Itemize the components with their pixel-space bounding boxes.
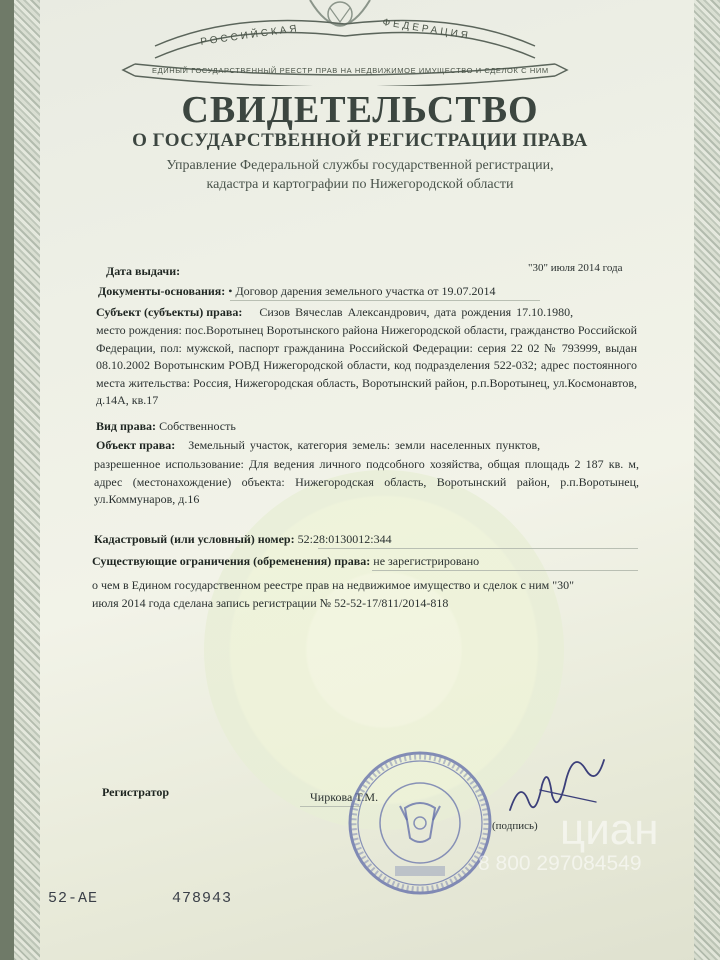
document-subtitle: О ГОСУДАРСТВЕННОЙ РЕГИСТРАЦИИ ПРАВА — [132, 130, 588, 151]
record-line-1: о чем в Едином государственном реестре прав на недвижимое имущество и сделок с ним "30" — [92, 578, 575, 592]
signature-caption: (подпись) — [492, 820, 538, 832]
subject-row — [96, 305, 573, 320]
object-value-line1: Земельный участок, категория земель: земли населенных пунктов, — [188, 438, 541, 452]
watermark-brand: циан — [560, 805, 659, 854]
underline — [318, 548, 638, 549]
subject-label: Субъект (субъекты) права: — [96, 305, 243, 319]
form-number: 478943 — [172, 890, 233, 907]
object-row — [96, 438, 540, 453]
right-type-label: Вид права: — [96, 419, 157, 433]
underline — [372, 570, 638, 571]
ribbon-text-left: РОССИЙСКАЯ — [199, 23, 301, 48]
form-series: 52-АЕ — [48, 890, 99, 907]
ribbon-text-right: ФЕДЕРАЦИЯ — [381, 17, 472, 42]
registrar-name: Чиркова Т.М. — [310, 790, 379, 804]
ribbon-text-bottom: ЕДИНЫЙ ГОСУДАРСТВЕННЫЙ РЕЕСТР ПРАВ НА НЕДВИЖИМОЕ ИМУЩЕСТВО И СДЕЛОК С НИМ — [152, 66, 549, 75]
record-line-2: июля 2014 года сделана запись регистрации № 52-52-17/811/2014-818 — [92, 596, 449, 610]
underline — [230, 300, 540, 301]
watermark-phone: 8 800 297084549 — [478, 852, 642, 875]
subject-value-line1: Сизов Вячеслав Александрович, дата рождения 17.10.1980, — [259, 305, 574, 319]
restrictions-row — [92, 554, 479, 569]
document-title: СВИДЕТЕЛЬСТВО — [181, 89, 539, 131]
issuer-line-1: Управление Федеральной службы государственной регистрации, — [166, 158, 554, 173]
cadastral-value: 52:28:0130012:344 — [297, 532, 392, 546]
cadastral-label: Кадастровый (или условный) номер: — [94, 532, 295, 546]
issuer-line-2: кадастра и картографии по Нижегородской области — [206, 177, 514, 192]
subject-details: место рождения: пос.Воротынец Воротынского района Нижегородской области, гражданство Российской Федерации, пол: мужской, паспорт гражданина Российской Федерации: серия 22 02 № 793999, выдан 08.10.2002 Воротынским РОВД Нижегородской области, код подразделения 522-032; адрес постоянного места жительства: Россия, Нижегородская область, Воротынский район, р.п.Воротынец, ул.Космонавтов, д.14А, кв.17 — [96, 323, 637, 407]
registrar-label: Регистратор — [102, 785, 170, 799]
object-details: разрешенное использование: Для ведения личного подсобного хозяйства, общая площадь 2 187 кв. м, адрес (местонахождение) объекта: Нижегородская область, Воротынский район, р.п.Воротынец, ул.Коммунаров, д.16 — [94, 457, 639, 506]
cadastral-row — [94, 532, 392, 547]
right-type-value: Собственность — [159, 419, 236, 433]
official-seal-icon — [345, 748, 495, 898]
issue-date-label: Дата выдачи: — [106, 264, 181, 278]
restrictions-label: Существующие ограничения (обременения) права: — [92, 554, 371, 568]
right-type-row — [96, 419, 236, 434]
docs-basis-row — [98, 284, 495, 299]
issue-date-value: "30" июля 2014 года — [528, 262, 623, 274]
object-label: Объект права: — [96, 438, 176, 452]
restrictions-value: не зарегистрировано — [373, 554, 480, 568]
docs-basis-value: • Договор дарения земельного участка от 19.07.2014 — [228, 284, 496, 298]
docs-basis-label: Документы-основания: — [98, 284, 226, 298]
